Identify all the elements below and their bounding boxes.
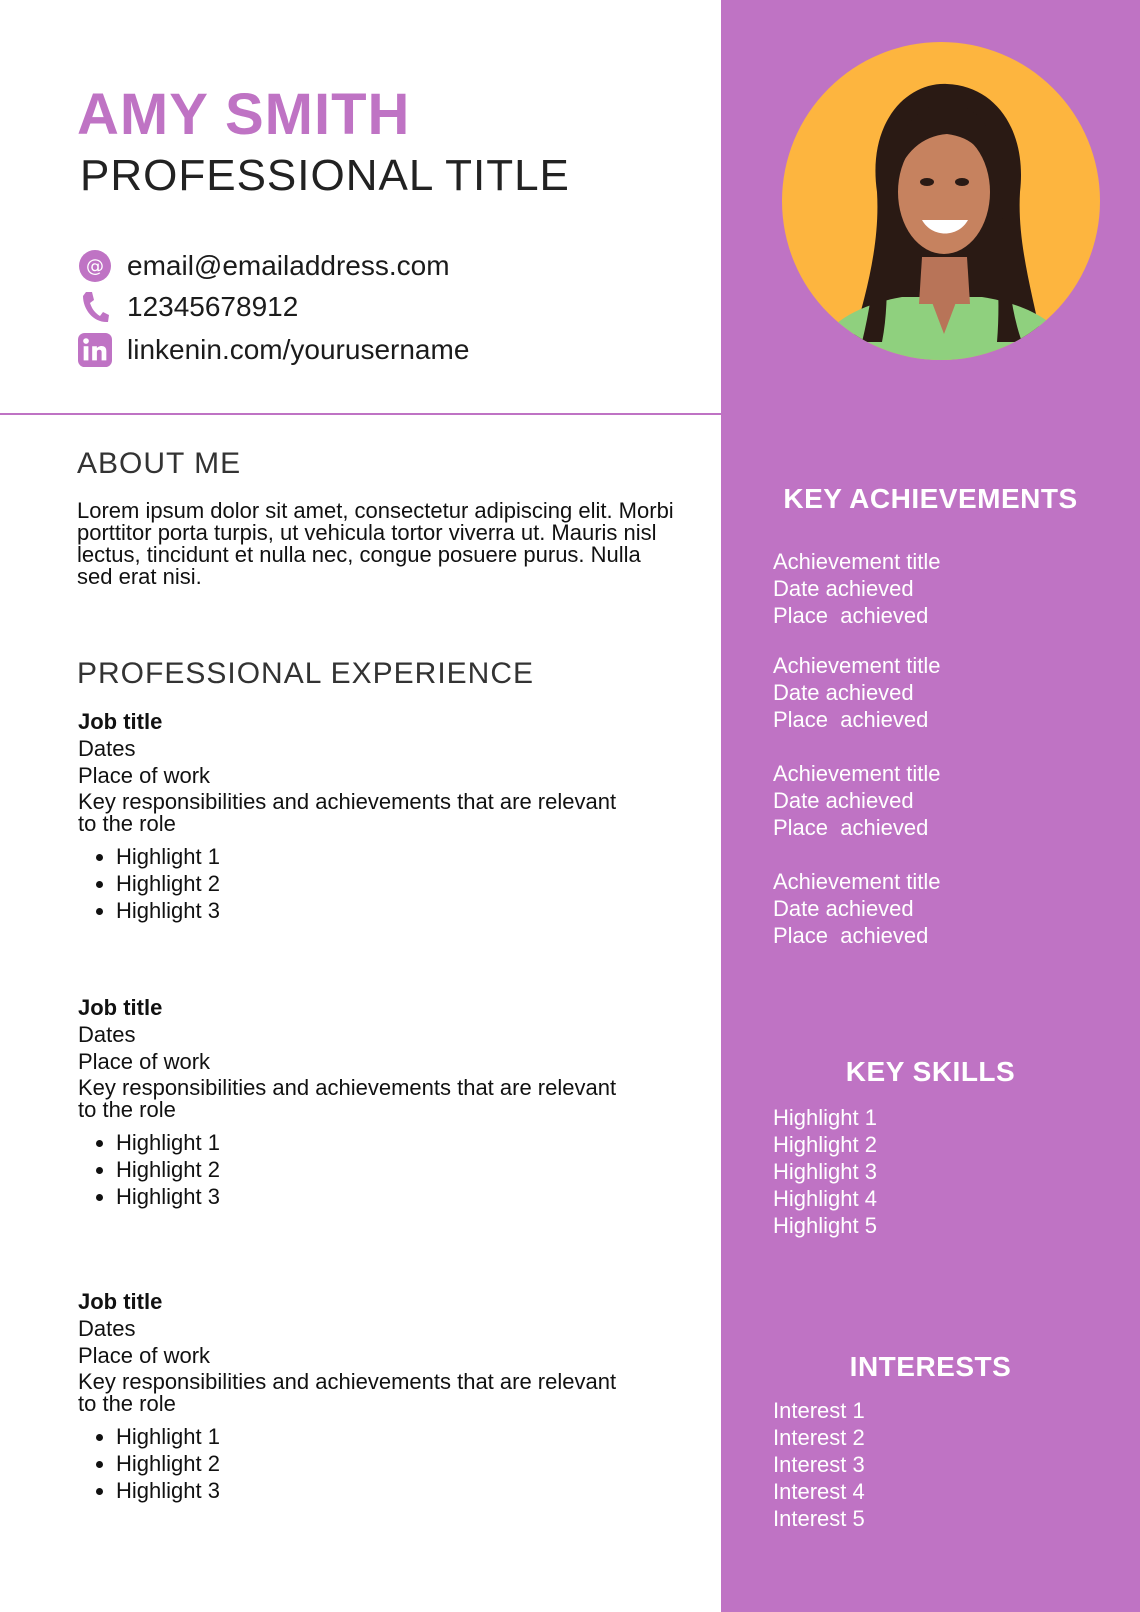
job-entry [78, 1288, 638, 1504]
highlight-item: • Highlight 1 [116, 1423, 638, 1450]
job-title: Job title [78, 709, 163, 734]
highlight-item: • Highlight 2 [116, 870, 638, 897]
email-text[interactable]: email@emailaddress.com [127, 250, 450, 281]
interest-item: Interest 1 [773, 1398, 865, 1423]
skill-item: Highlight 1 [773, 1105, 877, 1130]
professional-title: PROFESSIONAL TITLE [80, 151, 570, 200]
interest-item: Interest 4 [773, 1479, 865, 1504]
interests-list [773, 1397, 865, 1532]
interest-item: Interest 5 [773, 1506, 865, 1531]
skills-list [773, 1104, 877, 1239]
achievement-date: Date achieved [773, 788, 914, 813]
job-place: Place of work [78, 763, 211, 788]
phone-text[interactable]: 12345678912 [127, 291, 299, 322]
job-title: Job title [78, 995, 163, 1020]
achievement-item [773, 652, 941, 733]
contact-linkedin [78, 333, 469, 367]
phone-icon [78, 290, 112, 324]
achievement-title: Achievement title [773, 869, 941, 894]
job-place: Place of work [78, 1049, 211, 1074]
skills-heading: KEY SKILLS [845, 1056, 1016, 1087]
achievement-place: Place achieved [773, 923, 929, 948]
achievement-title: Achievement title [773, 653, 941, 678]
achievement-title: Achievement title [773, 549, 941, 574]
job-responsibilities: Key responsibilities and achievements that are relevant to the role [78, 789, 617, 836]
interests-heading: INTERESTS [849, 1351, 1012, 1382]
highlight-item: • Highlight 3 [116, 897, 638, 924]
at-sign-icon [78, 249, 112, 283]
achievement-title: Achievement title [773, 761, 941, 786]
job-highlights [78, 843, 638, 924]
achievement-place: Place achieved [773, 603, 929, 628]
header-divider [0, 413, 721, 415]
highlight-item: • Highlight 1 [116, 1129, 638, 1156]
linkedin-icon [78, 333, 112, 367]
achievement-date: Date achieved [773, 680, 914, 705]
achievement-item [773, 548, 941, 629]
job-title: Job title [78, 1289, 163, 1314]
achievements-heading: KEY ACHIEVEMENTS [783, 483, 1078, 514]
job-place: Place of work [78, 1343, 211, 1368]
svg-text:@: @ [86, 256, 104, 277]
about-text: Lorem ipsum dolor sit amet, consectetur adipiscing elit. Morbi porttitor porta turpis, ut vehicula tortor viverra ut. Mauris nisl lectus, tincidunt et nulla nec, congue posuere purus. Nulla sed erat nisi. [77, 498, 674, 589]
achievement-place: Place achieved [773, 815, 929, 840]
interest-item: Interest 2 [773, 1425, 865, 1450]
job-responsibilities: Key responsibilities and achievements that are relevant to the role [78, 1369, 617, 1416]
job-responsibilities: Key responsibilities and achievements that are relevant to the role [78, 1075, 617, 1122]
job-entry [78, 708, 638, 924]
highlight-item: • Highlight 2 [116, 1156, 638, 1183]
highlight-item: • Highlight 3 [116, 1477, 638, 1504]
interest-item: Interest 3 [773, 1452, 865, 1477]
contact-email [78, 249, 450, 283]
job-entry [78, 994, 638, 1210]
job-dates: Dates [78, 1022, 136, 1047]
highlight-item: • Highlight 1 [116, 843, 638, 870]
profile-photo [782, 42, 1100, 360]
candidate-name: AMY SMITH [77, 82, 411, 147]
contact-phone [78, 290, 298, 324]
skill-item: Highlight 5 [773, 1213, 877, 1238]
job-dates: Dates [78, 1316, 136, 1341]
achievement-item [773, 868, 941, 949]
job-highlights [78, 1129, 638, 1210]
about-heading: ABOUT ME [77, 447, 242, 480]
highlight-item: • Highlight 3 [116, 1183, 638, 1210]
achievement-date: Date achieved [773, 576, 914, 601]
achievement-item [773, 760, 941, 841]
achievement-date: Date achieved [773, 896, 914, 921]
achievement-place: Place achieved [773, 707, 929, 732]
highlight-item: • Highlight 2 [116, 1450, 638, 1477]
skill-item: Highlight 4 [773, 1186, 877, 1211]
job-highlights [78, 1423, 638, 1504]
experience-heading: PROFESSIONAL EXPERIENCE [77, 657, 535, 690]
job-dates: Dates [78, 736, 136, 761]
skill-item: Highlight 3 [773, 1159, 877, 1184]
skill-item: Highlight 2 [773, 1132, 877, 1157]
linkedin-text[interactable]: linkenin.com/yourusername [127, 334, 470, 365]
